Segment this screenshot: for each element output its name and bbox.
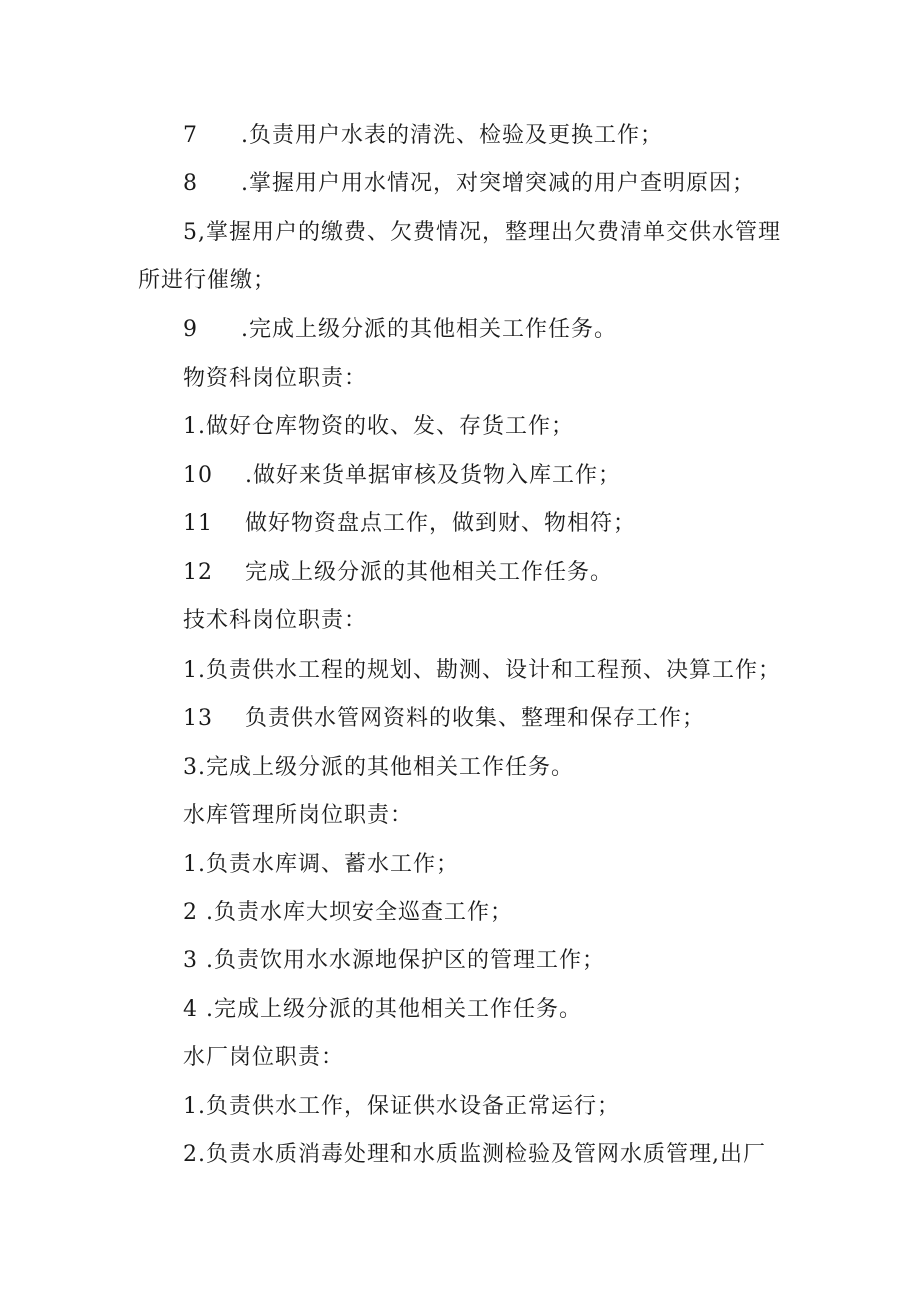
item-text: 3.完成上级分派的其他相关工作任务。 xyxy=(183,755,574,780)
item-text: .负责用户水表的清洗、检验及更换工作； xyxy=(241,123,663,148)
item-text: 1.负责供水工程的规划、勘测、设计和工程预、决算工作； xyxy=(183,658,781,683)
list-item xyxy=(183,315,617,345)
section-heading xyxy=(183,364,367,394)
item-text: 3 .负责饮用水水源地保护区的管理工作； xyxy=(183,948,605,973)
item-text: 做好物资盘点工作，做到财、物相符； xyxy=(245,511,637,536)
item-number: 7 xyxy=(183,123,198,148)
list-item xyxy=(183,753,574,783)
list-item xyxy=(183,946,605,976)
list-item xyxy=(183,850,459,880)
item-text: 完成上级分派的其他相关工作任务。 xyxy=(245,560,614,585)
item-number: 11 xyxy=(183,511,213,536)
item-text: 所进行催缴； xyxy=(138,268,277,293)
heading-text: 物资科岗位职责： xyxy=(183,366,368,391)
list-item xyxy=(183,509,636,539)
section-heading xyxy=(183,801,413,831)
item-text: .做好来货单据审核及货物入库工作； xyxy=(245,463,621,488)
item-text: 负责供水管网资料的收集、整理和保存工作； xyxy=(245,706,706,731)
heading-text: 水厂岗位职责： xyxy=(183,1045,345,1070)
list-item xyxy=(183,558,613,588)
list-item xyxy=(183,121,663,151)
list-item xyxy=(183,704,705,734)
list-item xyxy=(183,898,513,928)
list-item xyxy=(183,412,574,442)
item-text: 2.负责水质消毒处理和水质监测检验及管网水质管理,出厂 xyxy=(183,1142,766,1167)
heading-text: 水库管理所岗位职责： xyxy=(183,803,414,828)
list-item xyxy=(183,995,582,1025)
section-heading xyxy=(183,606,367,636)
item-number: 8 xyxy=(183,171,198,196)
item-number: 10 xyxy=(183,463,213,488)
item-text: 2 .负责水库大坝安全巡查工作； xyxy=(183,900,513,925)
list-item xyxy=(183,1092,620,1122)
item-text: 1.做好仓库物资的收、发、存货工作； xyxy=(183,414,574,439)
list-item xyxy=(183,1140,766,1170)
list-item-continuation xyxy=(138,266,276,296)
item-text: 5,掌握用户的缴费、欠费情况，整理出欠费清单交供水管理 xyxy=(183,220,781,245)
list-item xyxy=(183,461,621,491)
list-item xyxy=(183,656,781,686)
item-text: .掌握用户用水情况，对突增突减的用户查明原因； xyxy=(241,171,755,196)
item-number: 13 xyxy=(183,706,213,731)
item-text: 1.负责水库调、蓄水工作； xyxy=(183,852,459,877)
item-number: 12 xyxy=(183,560,213,585)
item-text: .完成上级分派的其他相关工作任务。 xyxy=(241,317,617,342)
heading-text: 技术科岗位职责： xyxy=(183,608,368,633)
list-item xyxy=(183,218,781,248)
list-item xyxy=(183,169,755,199)
item-text: 1.负责供水工作，保证供水设备正常运行； xyxy=(183,1094,620,1119)
item-text: 4 .完成上级分派的其他相关工作任务。 xyxy=(183,997,582,1022)
item-number: 9 xyxy=(183,317,198,342)
section-heading xyxy=(183,1043,344,1073)
